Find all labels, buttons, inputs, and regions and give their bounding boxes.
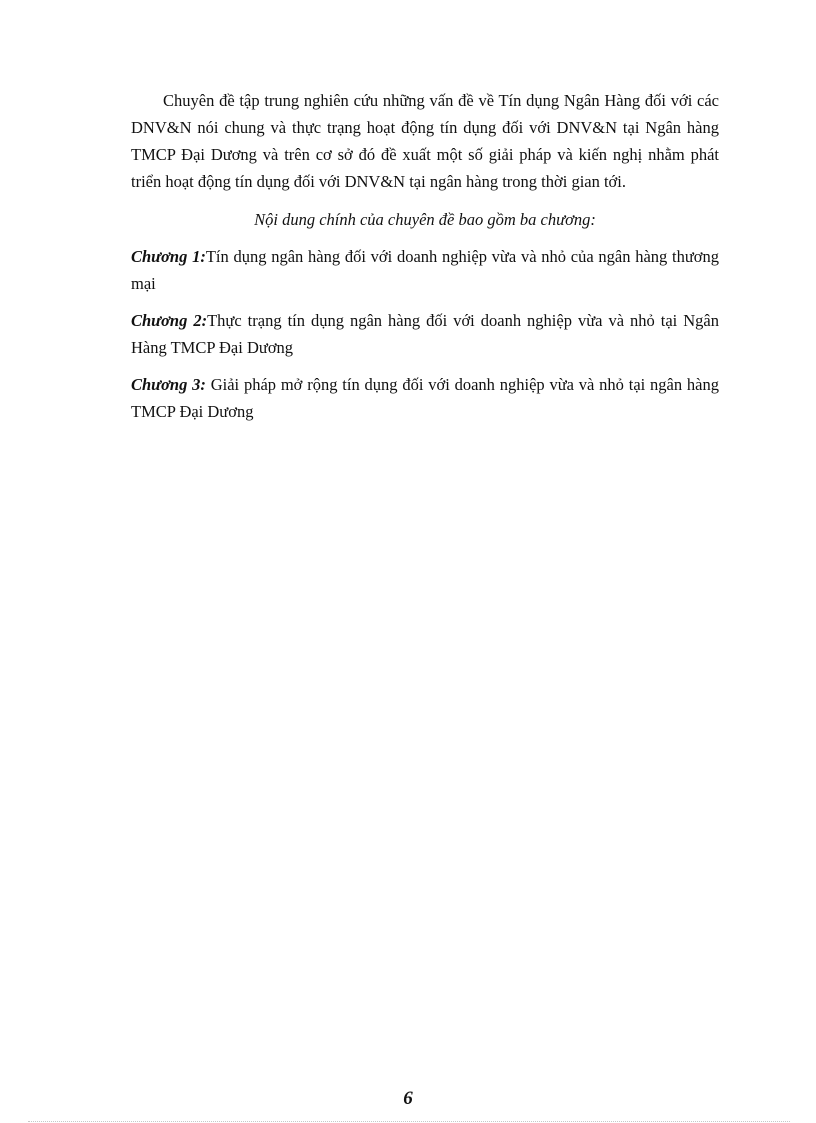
chapter-1-text: Tín dụng ngân hàng đối với doanh nghiệp vừa và nhỏ của ngân hàng thương mại — [131, 247, 720, 293]
footer-divider — [28, 1121, 790, 1122]
document-body — [131, 87, 719, 435]
page-number: 6 — [403, 1088, 413, 1109]
chapter-1 — [131, 243, 719, 297]
chapter-2 — [131, 307, 719, 361]
intro-paragraph: Chuyên đề tập trung nghiên cứu những vấn đề về Tín dụng Ngân Hàng đối với các DNV&N nói chung và thực trạng hoạt động tín dụng đối với DNV&N tại Ngân hàng TMCP Đại Dương và trên cơ sở đó đề xuất một số giải pháp và kiến nghị nhằm phát triển hoạt động tín dụng đối với DNV&N tại ngân hàng trong thời gian tới. — [131, 91, 719, 191]
chapter-1-label: Chương 1: — [131, 247, 206, 266]
chapter-2-label: Chương 2: — [131, 311, 208, 330]
chapter-3-text: Giải pháp mở rộng tín dụng đối với doanh nghiệp vừa và nhỏ tại ngân hàng TMCP Đại Dương — [131, 375, 720, 421]
contents-subtitle: Nội dung chính của chuyên đề bao gồm ba chương: — [254, 210, 596, 229]
chapter-3 — [131, 371, 719, 425]
chapter-2-text: Thực trạng tín dụng ngân hàng đối với doanh nghiệp vừa và nhỏ tại Ngân Hàng TMCP Đại Dương — [131, 311, 720, 357]
chapter-3-label: Chương 3: — [131, 375, 206, 394]
